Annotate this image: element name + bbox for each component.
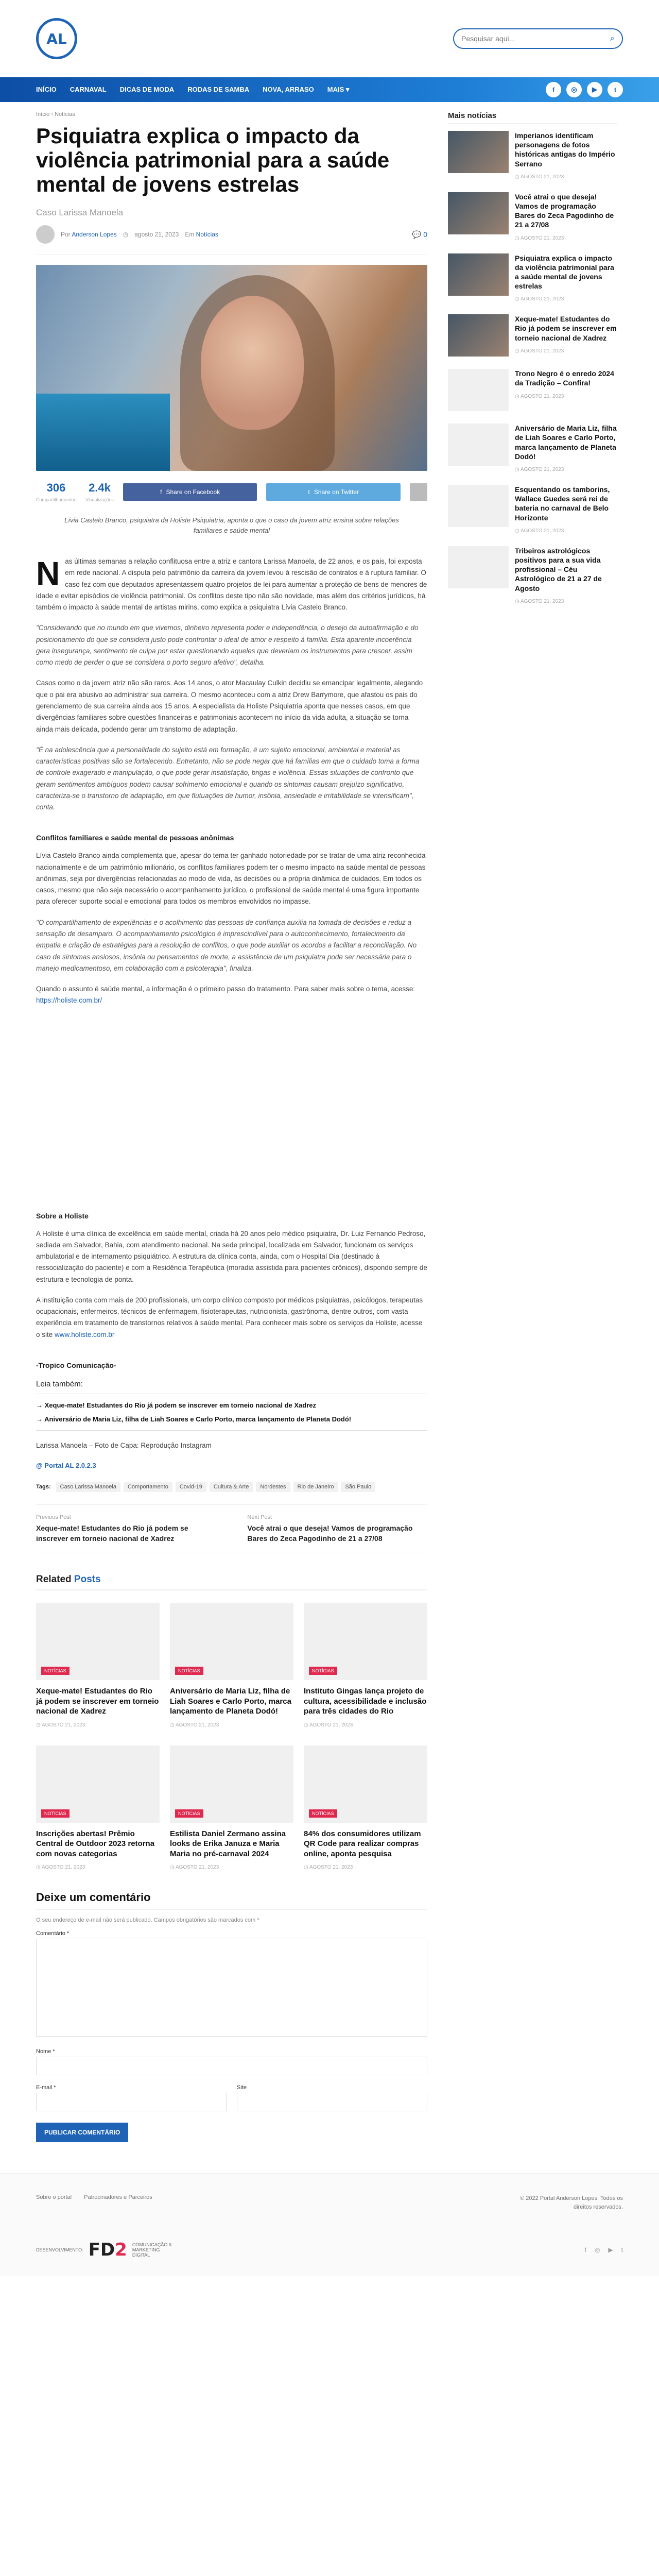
related-post-card[interactable]: NOTÍCIAS Inscrições abertas! Prêmio Central de Outdoor 2023 retorna com novas categorias ◷ AGOSTO 21, 2023 [36,1745,160,1871]
share-more-button[interactable] [410,483,427,501]
tag[interactable]: Rio de Janeiro [293,1482,338,1492]
post-thumbnail[interactable] [448,423,509,466]
paragraph: A instituição conta com mais de 200 profissionais, um corpo clínico composto por médicos psiquiatras, psicólogos, terapeutas ocupacionais, enfermeiros, técnicos de enfermagem, fisioterapeutas, nutricionista, gastrônoma, dentre outros, com vasta experiência em tratamento de transtornos relativos à saúde mental. Para conhecer mais sobre os serviços da Holiste, acesse o site www.holiste.com.br [36,1296,423,1338]
article-meta: Por Anderson Lopes ◷ agosto 21, 2023 Em Notícias 💬 0 [36,225,427,255]
views-count: 2.4k Visualizações [85,481,114,503]
related-posts [36,1603,427,1870]
facebook-icon: f [160,488,162,496]
comment-heading: Deixe um comentário [36,1891,427,1910]
article-date: agosto 21, 2023 [134,231,179,239]
site-label: Site [237,2084,247,2091]
tag[interactable]: São Paulo [341,1482,375,1492]
photo-credit: Larissa Manoela – Foto de Capa: Reprodução Instagram [36,1441,212,1449]
email-field[interactable] [36,2093,227,2111]
share-twitter-button[interactable]: t Share on Twitter [266,483,401,501]
twitter-icon[interactable]: t [621,2246,623,2254]
comments-count[interactable]: 💬 0 [412,230,427,239]
paragraph: Quando o assunto é saúde mental, a informação é o primeiro passo do tratamento. Para saber mais sobre o tema, acesse: https://holiste.com.br/ [36,985,415,1005]
tag[interactable]: Covid-19 [176,1482,206,1492]
nav-item-nova-arraso[interactable]: NOVA, ARRASO [263,86,314,93]
leia-tambem-link[interactable]: → Aniversário de Maria Liz, filha de Liah Soares e Carlo Porto, marca lançamento de Planeta Dodó! [36,1415,352,1423]
sidebar-post[interactable]: Esquentando os tamborins, Wallace Guedes será rei de bateria no carnaval de Belo Horizonte ◷ AGOSTO 21, 2023 [448,485,618,534]
related-post-card[interactable]: NOTÍCIAS Aniversário de Maria Liz, filha de Liah Soares e Carlo Porto, marca lançamento de Planeta Dodó! ◷ AGOSTO 21, 2023 [170,1603,293,1728]
post-thumbnail[interactable] [170,1603,293,1680]
about-heading: Sobre a Holiste [36,1211,89,1220]
instagram-icon[interactable]: ◎ [594,2246,600,2254]
category-badge[interactable]: NOTÍCIAS [175,1809,203,1818]
breadcrumb[interactable]: Início › Notícias [36,111,75,117]
source-credit: -Tropico Comunicação- [36,1361,116,1369]
comment-form [36,1891,427,2142]
related-post-card[interactable]: NOTÍCIAS Estilista Daniel Zermano assina looks de Erika Januza e Maria Maria no pré-carnaval 2024 ◷ AGOSTO 21, 2023 [170,1745,293,1871]
quote-paragraph: "É na adolescência que a personalidade do sujeito está em formação, é um sujeito emocional, ambiental e material as características positivas são se fortalecendo. Entretanto, não se pode negar que há famílias em que o cuidado toma a forma de controle exagerado e manipulação, o que pode gerar insatisfação, brigas e violência. Essas situações de confronto que geram sentimentos ambíguos podem causar sofrimento emocional e quando os sintomas causam prejuízo significativo, caracteriza-se o transtorno de adaptação, em que flutuações de humor, insônia, ansiedade e irritabilidade se intensificam", conta. [36,745,420,811]
section-heading: Conflitos familiares e saúde mental de pessoas anônimas [36,834,234,842]
site-logo[interactable]: AL [36,18,77,59]
main-nav [0,77,659,102]
article-title: Psiquiatra explica o impacto da violência patrimonial para a saúde mental de jovens estrelas [36,124,390,197]
email-label: E-mail * [36,2084,56,2091]
twitter-icon[interactable]: t [608,82,623,97]
comment-textarea[interactable] [36,1939,427,2037]
sidebar [448,111,618,2142]
name-label: Nome * [36,2048,55,2055]
article [36,111,427,2142]
avatar[interactable] [36,225,55,244]
featured-image [36,265,427,471]
twitter-icon: t [308,488,310,496]
footer-link-sobre[interactable]: Sobre o portal [36,2194,72,2201]
nav-item-dicas-de-moda[interactable]: DICAS DE MODA [119,86,175,93]
sidebar-post[interactable]: Tribeiros astrológicos positivos para a sua vida profissional – Céu Astrológico de 21 a 27 de Agosto ◷ AGOSTO 21, 2023 [448,546,618,604]
holiste-site-link[interactable]: www.holiste.com.br [55,1330,115,1338]
tag[interactable]: Caso Larissa Manoela [56,1482,120,1492]
post-thumbnail[interactable] [448,369,509,411]
paragraph: Nas últimas semanas a relação conflituosa entre a atriz e cantora Larissa Manoela, de 22 anos, e os pais, foi exposta em rede nacional. A disputa pelo patrimônio da carreira da jovem levou à rescisão de contratos e à ruptura familiar. O caso fez com que deputados apresentassem quatro projetos de lei para aumentar a proteção de bens de menores de idade e evitar episódios de violência patrimonial. Os conflitos deste tipo não são novidade, mas além dos critérios jurídicos, há também o impacto à saúde mental de artistas mirins, como explica a psiquiatra Lívia Castelo Branco. [36,555,427,612]
post-navigation [36,1504,427,1553]
tags-label: Tags: [36,1484,51,1490]
category-badge[interactable]: NOTÍCIAS [175,1667,203,1675]
post-thumbnail[interactable] [36,1603,160,1680]
post-thumbnail[interactable] [170,1745,293,1823]
related-post-card[interactable]: NOTÍCIAS Instituto Gingas lança projeto de cultura, acessibilidade e inclusão para três cidades do Rio ◷ AGOSTO 21, 2023 [304,1603,427,1728]
chevron-down-icon: ▾ [345,86,350,93]
sidebar-post[interactable]: Você atrai o que deseja! Vamos de programação Bares do Zeca Pagodinho de 21 a 27/08 ◷ AGOSTO 21, 2023 [448,192,618,241]
nav-item-inicio[interactable]: INÍCIO [36,86,57,93]
sidebar-post[interactable]: Imperianos identificam personagens de fotos históricas antigas do Império Serrano ◷ AGOSTO 21, 2023 [448,131,618,180]
name-field[interactable] [36,2057,427,2075]
sidebar-post[interactable]: Xeque-mate! Estudantes do Rio já podem se inscrever em torneio nacional de Xadrez ◷ AGOSTO 21, 2023 [448,314,618,357]
sidebar-title: Mais notícias [448,111,618,124]
holiste-link[interactable]: https://holiste.com.br/ [36,996,102,1005]
nav-item-mais[interactable]: MAIS ▾ [327,86,350,93]
sidebar-post[interactable]: Aniversário de Maria Liz, filha de Liah Soares e Carlo Porto, marca lançamento de Planeta Dodó! ◷ AGOSTO 21, 2023 [448,423,618,472]
next-post[interactable]: Next Post Você atrai o que deseja! Vamos de programação Bares do Zeca Pagodinho de 21 a 27/08 [247,1514,413,1543]
copyright: © 2022 Portal Anderson Lopes. Todos os direitos reservados. [520,2195,623,2210]
post-thumbnail[interactable] [448,253,509,296]
nav-item-rodas-de-samba[interactable]: RODAS DE SAMBA [187,86,250,93]
portal-signature[interactable]: @ Portal AL 2.0.2.3 [36,1462,96,1470]
article-body [36,556,427,1469]
share-facebook-button[interactable]: f Share on Facebook [123,483,257,501]
post-thumbnail[interactable] [304,1603,427,1680]
post-thumbnail[interactable] [448,314,509,357]
post-thumbnail[interactable] [448,192,509,234]
post-thumbnail[interactable] [448,485,509,527]
footer-social [585,2246,623,2253]
submit-comment-button[interactable]: PUBLICAR COMENTÁRIO [36,2123,128,2142]
paragraph: Casos como o da jovem atriz não são raros. Aos 14 anos, o ator Macaulay Culkin decidiu se emancipar legalmente, alegando que o pai era abusivo ao administrar sua carreira. O mesmo aconteceu com a atriz Drew Barrymore, que afastou os pais do gerenciamento de sua carreira ainda aos 15 anos. A especialista da Holiste Psiquiatria aponta que nesses casos, em que divergências familiares sobre questões financeiras e patrimoniais acontecem no início da vida adulta, a situação se torna ainda mais delicada, podendo gerar um transtorno de adaptação. [36,679,423,733]
youtube-icon[interactable]: ▶ [587,82,602,97]
category-badge[interactable]: NOTÍCIAS [309,1809,337,1818]
author-link[interactable]: Anderson Lopes [72,231,117,239]
quote-paragraph: "Considerando que no mundo em que vivemos, dinheiro representa poder e independência, o desejo da autoafirmação e do posicionamento do que se considera justo pode confrontar o ideal de amor e respeito à família. Esta aparente incoerência gera insegurança, sentimento de culpa por estar questionando aqueles que deveriam os instrumentos para crescer, assim como medo de perder o que se considera o porto seguro afetivo", detalha. [36,624,419,667]
related-posts-heading: Related Posts [36,1574,427,1590]
leia-tambem-list [36,1394,427,1431]
developer-credit[interactable]: DESENVOLVIMENTO: FD2 COMUNICAÇÃO & MARKETING DIGITAL [36,2240,172,2261]
instagram-icon[interactable]: ◎ [566,82,582,97]
facebook-icon[interactable]: f [546,82,561,97]
leia-tambem-heading: Leia também: [36,1379,83,1388]
post-thumbnail[interactable] [448,546,509,588]
image-caption: Lívia Castelo Branco, psiquiatra da Holiste Psiquiatria, aponta o que o caso da jovem atriz ensina sobre relações familiares e saúde mental [64,516,399,534]
category-link[interactable]: Notícias [196,231,219,239]
post-thumbnail[interactable] [448,131,509,173]
previous-post[interactable]: Previous Post Xeque-mate! Estudantes do Rio já podem se inscrever em torneio nacional de Xadrez [36,1514,188,1543]
tag[interactable]: Comportamento [124,1482,172,1492]
facebook-icon[interactable]: f [584,2246,586,2254]
post-thumbnail[interactable] [304,1745,427,1823]
share-bar [36,481,427,503]
article-subtitle: Caso Larissa Manoela [36,208,124,218]
related-post-card[interactable]: NOTÍCIAS Xeque-mate! Estudantes do Rio já podem se inscrever em torneio nacional de Xadrez ◷ AGOSTO 21, 2023 [36,1603,160,1728]
sidebar-post[interactable]: Psiquiatra explica o impacto da violência patrimonial para a saúde mental de jovens estrelas ◷ AGOSTO 21, 2023 [448,253,618,302]
site-field[interactable] [237,2093,427,2111]
clock-icon: ◷ [123,231,129,239]
post-thumbnail[interactable] [36,1745,160,1823]
search-box[interactable] [453,28,623,49]
leia-tambem-link[interactable]: → Xeque-mate! Estudantes do Rio já podem se inscrever em torneio nacional de Xadrez [36,1401,316,1409]
sidebar-post[interactable]: Trono Negro é o enredo 2024 da Tradição – Confira! ◷ AGOSTO 21, 2023 [448,369,618,411]
category-badge[interactable]: NOTÍCIAS [309,1667,337,1675]
nav-item-carnaval[interactable]: CARNAVAL [70,86,107,93]
related-post-card[interactable]: NOTÍCIAS 84% dos consumidores utilizam QR Code para realizar compras online, aponta pesquisa ◷ AGOSTO 21, 2023 [304,1745,427,1871]
youtube-icon[interactable]: ▶ [608,2246,613,2254]
tag[interactable]: Cultura & Arte [210,1482,253,1492]
search-input[interactable] [461,35,610,43]
site-footer [0,2173,659,2276]
comment-note: O seu endereço de e-mail não será publicado. Campos obrigatórios são marcados com * [36,1917,259,1924]
search-icon[interactable]: ⌕ [610,34,615,43]
quote-paragraph: "O compartilhamento de experiências e o acolhimento das pessoas de confiança auxilia na tomada de decisões e reduz a sensação de desamparo. O acompanhamento psicológico é imprescindível para o autoconhecimento, fortalecimento da empatia e criação de estratégias para a resolução de conflitos, o que pode auxiliar os acordos a facilitar a reconciliação. No caso de sintomas ansiosos, insônia ou pensamentos de morte, a assistência de um psiquiatra pode ser necessária para o manejo medicamentoso, em colaboração com a psicoterapia", finaliza. [36,918,417,972]
paragraph: Lívia Castelo Branco ainda complementa que, apesar do tema ter ganhado notoriedade por se tratar de uma atriz reconhecida nacionalmente e de um patrimônio milionário, os conflitos familiares podem ter o mesmo impacto na saúde mental de pessoas anônimas, seja por divergências relacionadas ao modo de vida, às decisões ou a própria dinâmica de cuidados. Em todos os casos, mesmo que não seja necessário o acompanhamento jurídico, o profissional de saúde mental é uma figura importante para oferecer suporte social e emocional para todos os membros envolvidos no impasse. [36,852,426,906]
category-badge[interactable]: NOTÍCIAS [41,1667,70,1675]
top-header [0,0,659,77]
category-badge[interactable]: NOTÍCIAS [41,1809,70,1818]
footer-link-patrocinadores[interactable]: Patrocinadores e Parceiros [84,2194,152,2201]
developer-logo: FD2 [88,2240,127,2261]
nav-social [546,82,623,97]
tag[interactable]: Nordestes [256,1482,290,1492]
tags [36,1482,427,1492]
paragraph: A Holiste é uma clínica de excelência em saúde mental, criada há 20 anos pelo médico psiquiatra, Dr. Luiz Fernando Pedroso, sediada em Salvador, Bahia, com atendimento nacional. Na sede principal, localizada em Salvador, funcionam os serviços ambulatorial e de internamento psiquiátrico. A estrutura da clínica conta, ainda, com o Hospital Dia (destinado à ressocialização do paciente) e com a Residência Terapêutica (moradia assistida para pacientes crônicos), dispondo sempre de estrutura e tecnologia de ponta. [36,1229,427,1283]
comment-label: Comentário * [36,1930,70,1937]
share-count: 306 Compartilhamentos [36,481,77,503]
